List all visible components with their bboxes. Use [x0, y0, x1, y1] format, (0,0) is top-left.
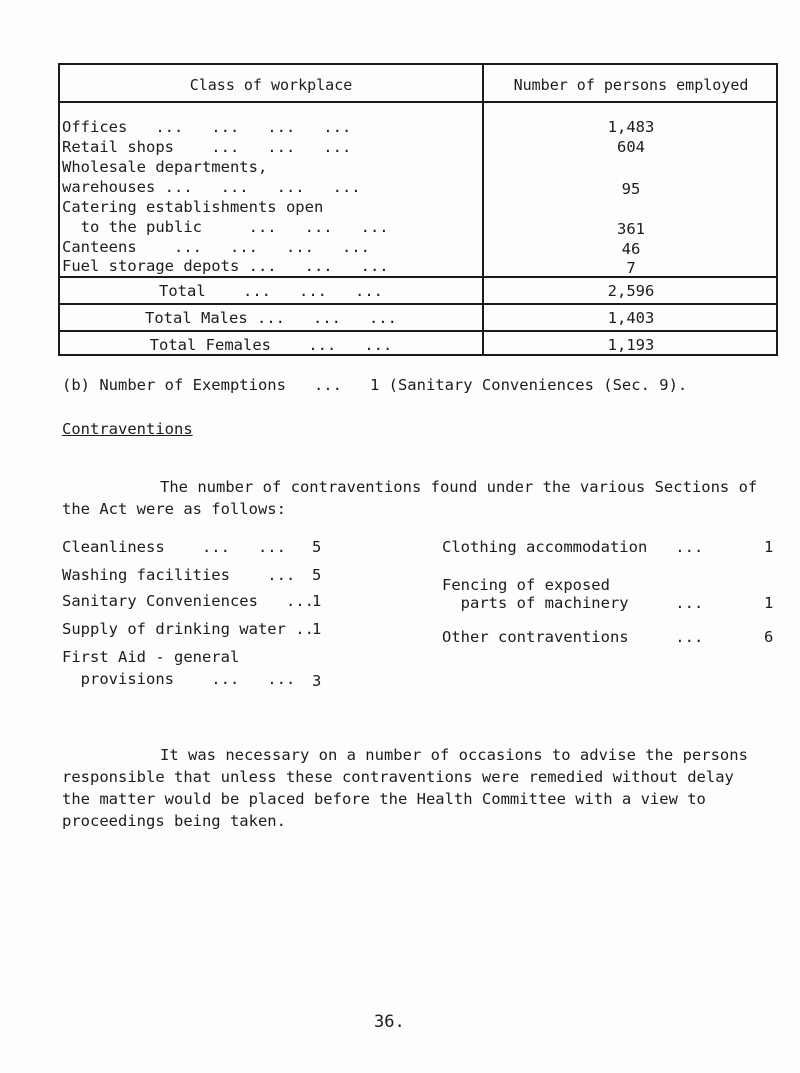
closing-line-2: responsible that unless these contraventions were remedied without delay: [62, 768, 734, 786]
page-number: 36.: [374, 1012, 405, 1032]
closing-line-3: the matter would be placed before the Health Committee with a view to: [62, 790, 706, 808]
contravention-count: 1: [764, 594, 774, 612]
contravention-label: Other contraventions ...: [442, 628, 704, 646]
contravention-count: 3: [312, 672, 322, 690]
contraventions-heading: Contraventions: [62, 420, 193, 438]
contravention-label: Sanitary Conveniences ...: [62, 592, 314, 610]
contravention-count: 1: [312, 620, 322, 638]
intro-line-1: The number of contraventions found under the various Sections of: [160, 478, 758, 496]
row-value: 361: [617, 220, 645, 238]
intro-line-2: the Act were as follows:: [62, 500, 286, 518]
exemptions-line: (b) Number of Exemptions ... 1 (Sanitary Conveniences (Sec. 9).: [62, 376, 688, 394]
total-value: 2,596: [607, 282, 655, 300]
contravention-label: provisions ... ...: [62, 670, 296, 688]
closing-line-1: It was necessary on a number of occasions to advise the persons: [160, 746, 748, 764]
table-total-divider: [58, 303, 778, 305]
row-label: Offices ... ... ... ...: [62, 118, 352, 136]
header-class-of-workplace: Class of workplace: [189, 76, 353, 94]
row-value: 95: [621, 180, 641, 198]
row-value: 46: [621, 240, 641, 258]
table-header-divider: [58, 101, 778, 103]
contravention-label: Cleanliness ... ...: [62, 538, 286, 556]
table-males-divider: [58, 330, 778, 332]
total-label: Total ... ... ...: [159, 282, 383, 300]
total-males-value: 1,403: [607, 309, 655, 327]
contravention-label: Washing facilities ...: [62, 566, 296, 584]
row-label: to the public ... ... ...: [62, 218, 389, 236]
contravention-label: Clothing accommodation ...: [442, 538, 704, 556]
contravention-count: 5: [312, 538, 322, 556]
header-number-employed: Number of persons employed: [513, 76, 749, 94]
row-label: Retail shops ... ... ...: [62, 138, 352, 156]
row-value: 604: [617, 138, 645, 156]
closing-line-4: proceedings being taken.: [62, 812, 286, 830]
contravention-label: Fencing of exposed: [442, 576, 610, 594]
row-value: 1,483: [607, 118, 655, 136]
contravention-count: 6: [764, 628, 774, 646]
row-label: Catering establishments open: [62, 198, 324, 216]
row-label: Fuel storage depots ... ... ...: [62, 257, 389, 275]
row-label: Canteens ... ... ... ...: [62, 238, 370, 256]
contravention-label: parts of machinery ...: [442, 594, 704, 612]
contravention-count: 1: [764, 538, 774, 556]
total-females-label: Total Females ... ...: [149, 336, 393, 354]
total-females-value: 1,193: [607, 336, 655, 354]
contravention-label: Supply of drinking water ..: [62, 620, 314, 638]
row-value: 7: [626, 259, 636, 277]
contravention-count: 1: [312, 592, 322, 610]
contravention-count: 5: [312, 566, 322, 584]
total-males-label: Total Males ... ... ...: [145, 309, 397, 327]
row-label: Wholesale departments,: [62, 158, 268, 176]
contravention-label: First Aid - general: [62, 648, 240, 666]
row-label: warehouses ... ... ... ...: [62, 178, 361, 196]
